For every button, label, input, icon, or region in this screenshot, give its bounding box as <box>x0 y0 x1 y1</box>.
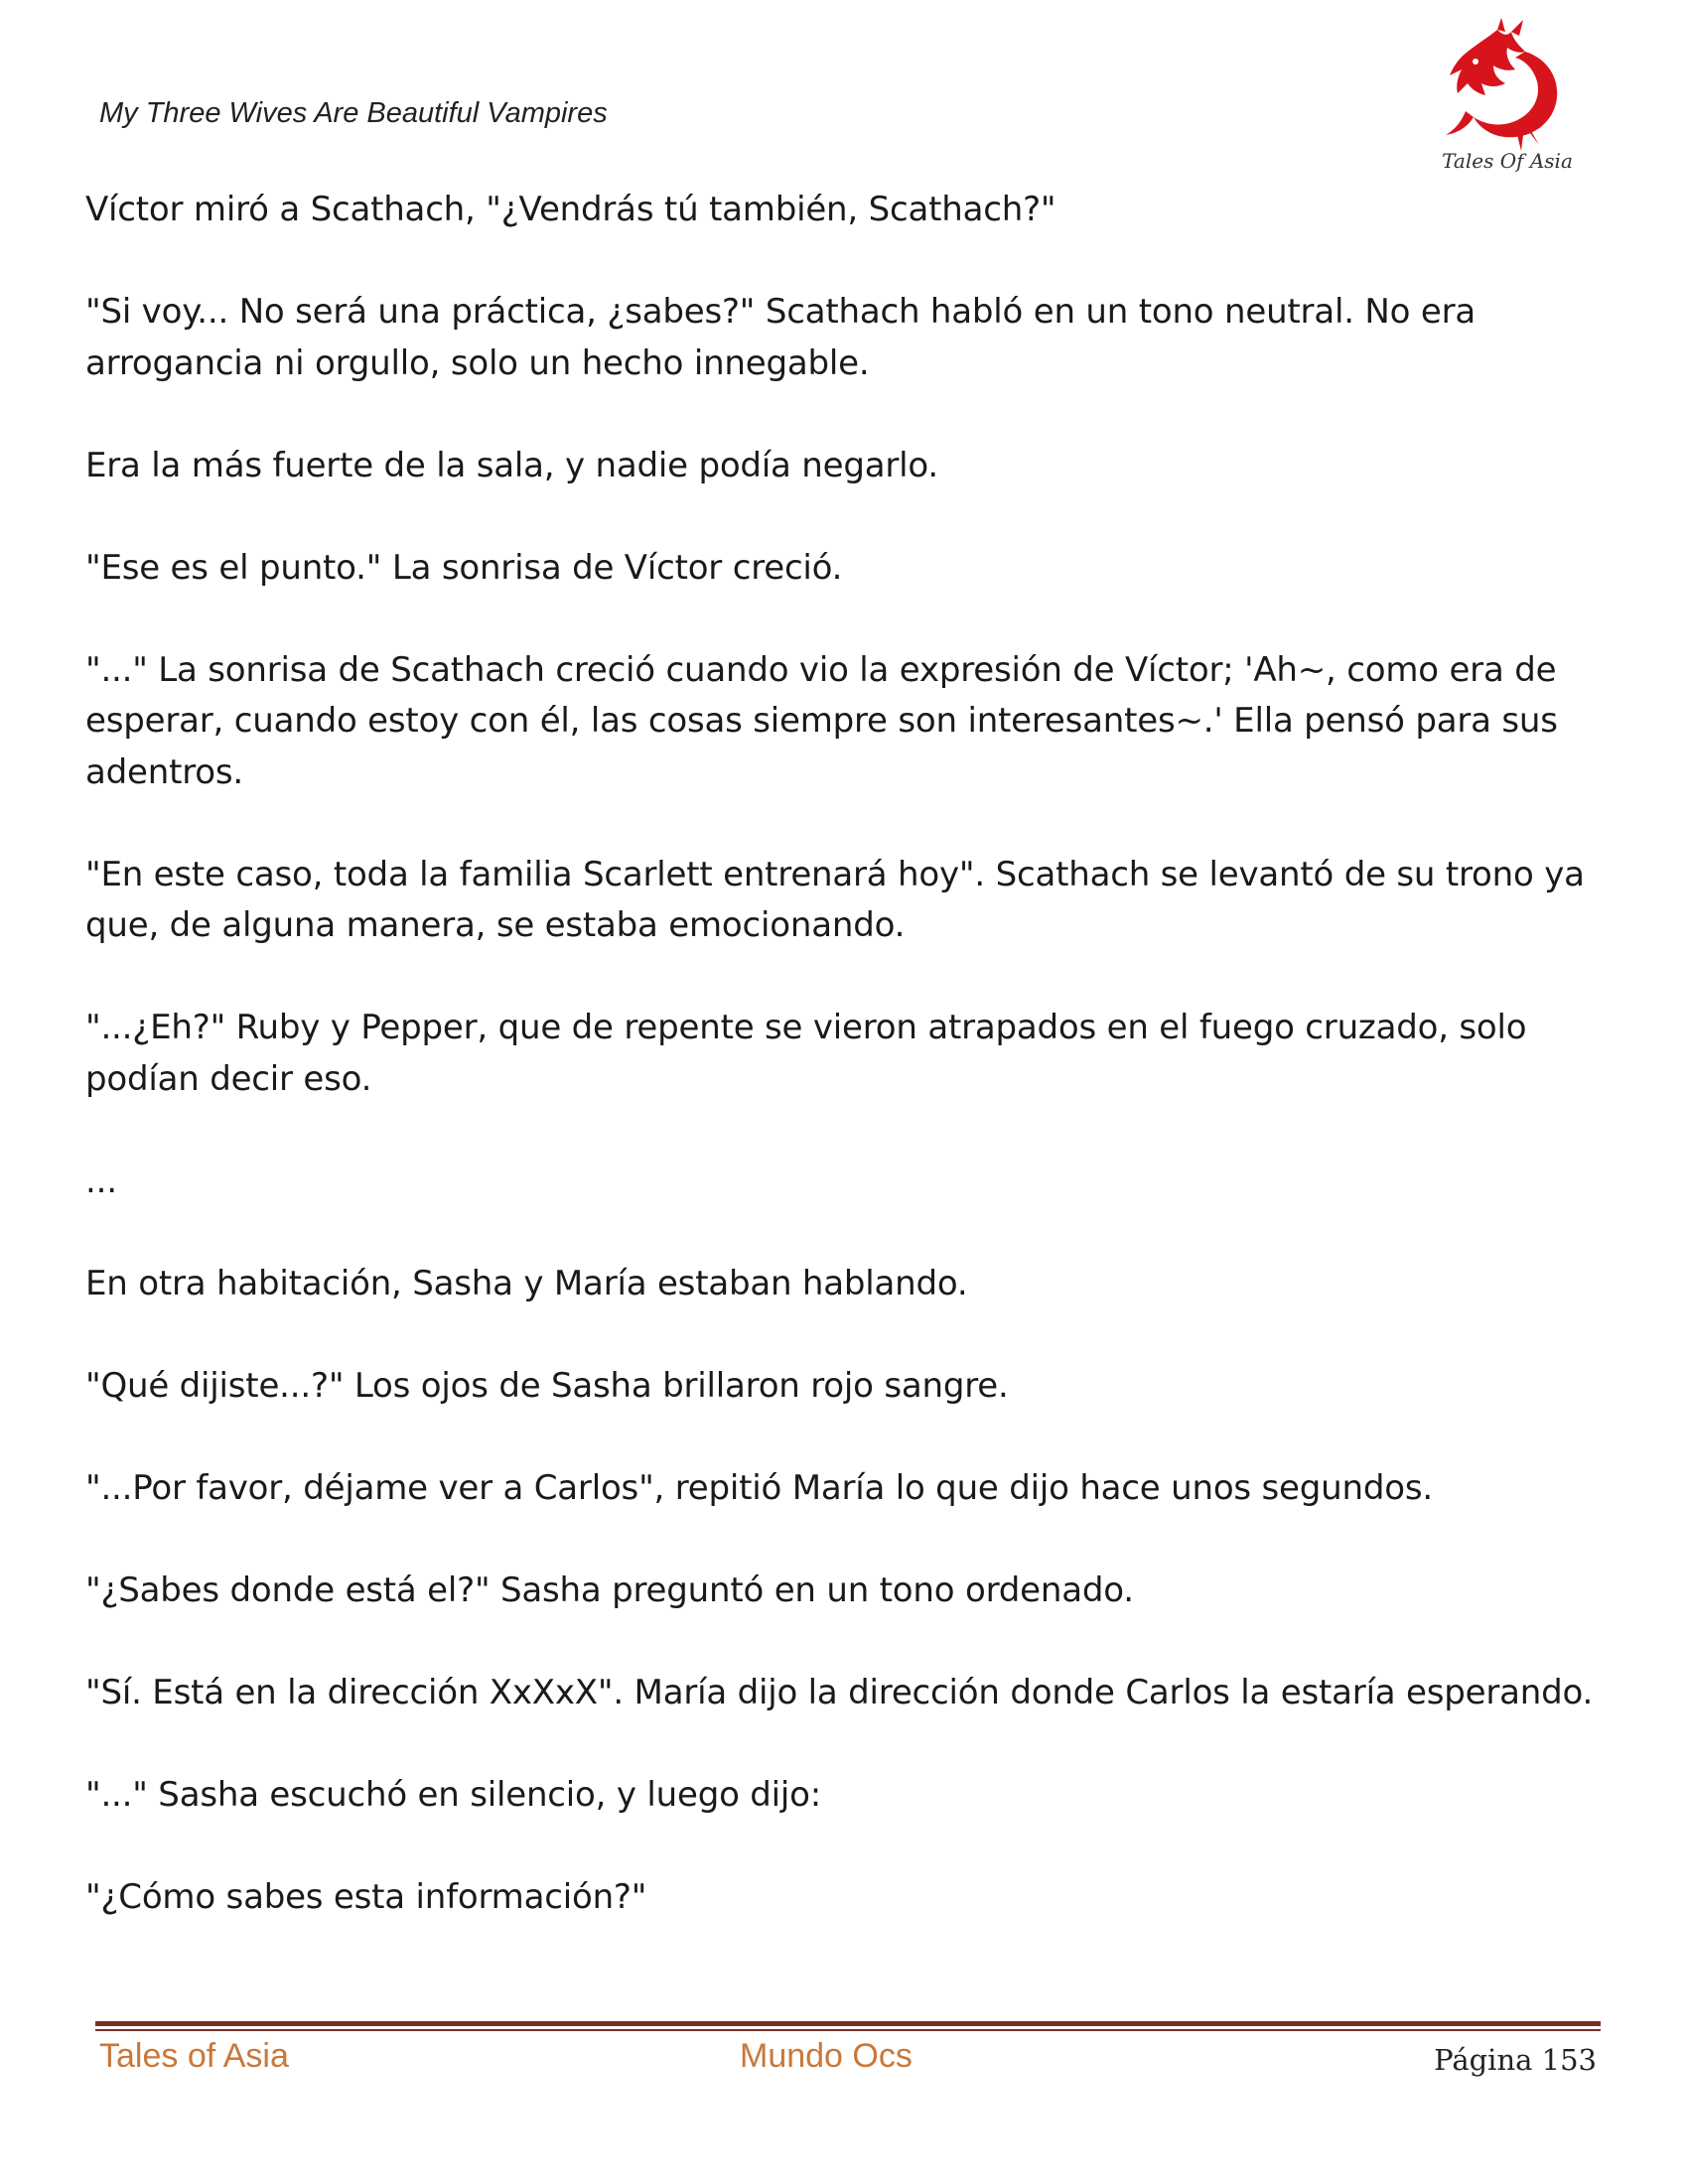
paragraph: "Si voy... No será una práctica, ¿sabes?" Scathach habló en un tono neutral. No era arrogancia ni orgullo, solo un hecho innegable. <box>85 292 1477 383</box>
page-content <box>85 185 1615 1975</box>
paragraph: "¿Sabes donde está el?" Sasha preguntó en un tono ordenado. <box>85 1570 1134 1610</box>
paragraph: "...Por favor, déjame ver a Carlos", repitió María lo que dijo hace unos segundos. <box>85 1467 1433 1508</box>
logo-text: Tales Of Asia <box>1442 149 1573 173</box>
paragraph: "..." Sasha escuchó en silencio, y luego dijo: <box>85 1774 822 1815</box>
book-title: My Three Wives Are Beautiful Vampires <box>99 97 608 129</box>
page-number: Página 153 <box>1434 2043 1597 2077</box>
footer-divider <box>95 2021 1601 2026</box>
paragraph: "Ese es el punto." La sonrisa de Víctor creció. <box>85 547 843 588</box>
scene-break: ... <box>85 1160 117 1201</box>
paragraph: Víctor miró a Scathach, "¿Vendrás tú también, Scathach?" <box>85 190 1056 229</box>
paragraph: "¿Cómo sabes esta información?" <box>85 1876 647 1917</box>
footer-divider-thin <box>95 2029 1601 2031</box>
dragon-logo <box>1428 18 1587 182</box>
dragon-icon <box>1428 18 1587 152</box>
paragraph: "En este caso, toda la familia Scarlett entrenará hoy". Scathach se levantó de su trono ya que, de alguna manera, se estaba emocionando. <box>85 854 1585 945</box>
paragraph: "Qué dijiste...?" Los ojos de Sasha brillaron rojo sangre. <box>85 1365 1009 1406</box>
paragraph: Era la más fuerte de la sala, y nadie podía negarlo. <box>85 445 939 485</box>
footer-translator: Mundo Ocs <box>740 2037 913 2075</box>
footer-publisher: Tales of Asia <box>99 2037 289 2075</box>
paragraph: "Sí. Está en la dirección XxXxX". María dijo la dirección donde Carlos la estaría esperando. <box>85 1672 1594 1712</box>
paragraph: "..." La sonrisa de Scathach creció cuando vio la expresión de Víctor; 'Ah~, como era de esperar, cuando estoy con él, las cosas siempre son interesantes~.' Ella pensó para sus adentros. <box>85 649 1558 792</box>
paragraph: "...¿Eh?" Ruby y Pepper, que de repente se vieron atrapados en el fuego cruzado, solo podían decir eso. <box>85 1008 1527 1099</box>
paragraph: En otra habitación, Sasha y María estaban hablando. <box>85 1263 968 1303</box>
